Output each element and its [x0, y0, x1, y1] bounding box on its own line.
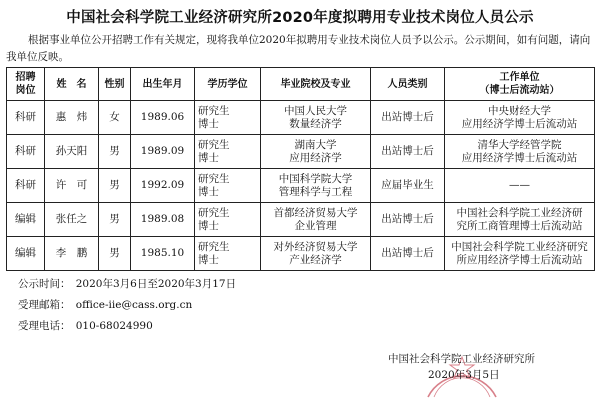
cell-school: [261, 203, 371, 237]
header-unit-text: （博士后流动站）: [479, 85, 560, 96]
cell-post: 编辑: [7, 203, 45, 237]
cell-unit-line: 应用经济学博士后流动站: [461, 117, 578, 130]
header-post-text: 岗位: [15, 85, 36, 96]
header-category: [371, 68, 445, 101]
cell-degree-line: 研究生: [198, 240, 230, 253]
cell-birth: 1985.10: [131, 237, 195, 271]
cell-degree: [195, 237, 261, 271]
cell-degree: [195, 169, 261, 203]
table-row: [7, 169, 595, 203]
table-header-row: [7, 68, 595, 101]
cell-school: [261, 169, 371, 203]
cell-school-line: 首都经济贸易大学: [273, 206, 358, 219]
table-row: [7, 203, 595, 237]
cell-name: 李 鹏: [45, 237, 99, 271]
cell-unit-line: 所应用经济学博士后流动站: [456, 253, 583, 266]
header-birth: [131, 68, 195, 101]
cell-school: [261, 237, 371, 271]
cell-degree-line: 研究生: [198, 138, 230, 151]
header-school: [261, 68, 371, 101]
header-gender: [99, 68, 131, 101]
cell-school: [261, 135, 371, 169]
header-category-text: 人员类别: [387, 78, 428, 90]
cell-school-line: 对外经济贸易大学: [273, 240, 358, 253]
cell-unit-line: ——: [509, 179, 530, 191]
cell-unit-line: 中国社会科学院工业经济研究: [451, 240, 588, 253]
cell-school-line: 企业管理: [294, 219, 337, 232]
header-unit-text: 工作单位: [499, 72, 540, 83]
cell-school-line: 中国科学院大学: [278, 172, 353, 185]
header-unit: [445, 68, 595, 101]
cell-school-line: 管理科学与工程: [278, 185, 353, 198]
cell-school: [261, 101, 371, 135]
cell-degree-line: 博士: [198, 219, 219, 232]
header-post: [7, 68, 45, 101]
cell-birth: 1992.09: [131, 169, 195, 203]
cell-birth: 1989.06: [131, 101, 195, 135]
cell-gender: 男: [99, 169, 131, 203]
cell-gender: 男: [99, 237, 131, 271]
header-name: [45, 68, 99, 101]
cell-name: 惠 炜: [45, 101, 99, 135]
header-gender-text: 性别: [104, 78, 125, 90]
header-name-text: 姓 名: [56, 78, 87, 90]
header-degree-text: 学历学位: [207, 78, 248, 90]
cell-unit: [445, 169, 595, 203]
cell-gender: 男: [99, 135, 131, 169]
header-post-text: 招聘: [15, 72, 36, 83]
cell-unit: [445, 101, 595, 135]
table-row: [7, 237, 595, 271]
signature-date: 2020年3月5日: [428, 369, 500, 381]
cell-school-line: 产业经济学: [289, 253, 342, 266]
cell-school-line: 应用经济学: [289, 151, 342, 164]
cell-school-line: 数量经济学: [289, 117, 342, 130]
cell-post: 科研: [7, 101, 45, 135]
cell-category: 应届毕业生: [371, 169, 445, 203]
contact-email: 受理邮箱： office-iie@cass.org.cn: [18, 299, 193, 311]
cell-degree-line: 研究生: [198, 206, 230, 219]
cell-degree: [195, 101, 261, 135]
header-school-text: 毕业院校及专业: [280, 78, 351, 90]
header-degree: [195, 68, 261, 101]
cell-name: 孙天阳: [45, 135, 99, 169]
cell-post: 编辑: [7, 237, 45, 271]
cell-post: 科研: [7, 135, 45, 169]
table-row: [7, 135, 595, 169]
contact-phone: 受理电话： 010-68024990: [18, 320, 153, 332]
cell-unit: [445, 135, 595, 169]
cell-degree-line: 博士: [198, 117, 219, 130]
cell-degree-line: 博士: [198, 185, 219, 198]
cell-unit: [445, 203, 595, 237]
header-birth-text: 出生年月: [142, 78, 183, 90]
cell-category: 出站博士后: [371, 101, 445, 135]
cell-degree: [195, 135, 261, 169]
table-row: [7, 101, 595, 135]
cell-gender: 女: [99, 101, 131, 135]
cell-school-line: 中国人民大学: [284, 104, 347, 117]
cell-post: 科研: [7, 169, 45, 203]
cell-birth: 1989.09: [131, 135, 195, 169]
cell-category: 出站博士后: [371, 237, 445, 271]
signature-organization: 中国社会科学院工业经济研究所: [388, 353, 535, 365]
cell-unit-line: 应用经济学博士后流动站: [461, 151, 578, 164]
cell-degree-line: 博士: [198, 253, 219, 266]
cell-name: 许 可: [45, 169, 99, 203]
cell-unit-line: 究所工商管理博士后流动站: [456, 219, 583, 232]
publicity-period: 公示时间： 2020年3月6日至2020年3月17日: [18, 278, 237, 290]
cell-birth: 1989.08: [131, 203, 195, 237]
cell-gender: 男: [99, 203, 131, 237]
cell-unit-line: 清华大学经管学院: [477, 138, 562, 151]
cell-degree-line: 博士: [198, 151, 219, 164]
cell-name: 张任之: [45, 203, 99, 237]
intro-paragraph: 根据事业单位公开招聘工作有关规定，现将我单位2020年拟聘用专业技术岗位人员予以公示。公示期间，如有问题，请向我单位反映。: [6, 34, 591, 63]
cell-school-line: 湖南大学: [294, 138, 337, 151]
cell-category: 出站博士后: [371, 203, 445, 237]
cell-degree: [195, 203, 261, 237]
candidate-table: [6, 67, 595, 271]
cell-unit-line: 中国社会科学院工业经济研: [456, 206, 583, 219]
table-body: [7, 101, 595, 271]
cell-unit: [445, 237, 595, 271]
cell-category: 出站博士后: [371, 135, 445, 169]
page-title: 中国社会科学院工业经济研究所2020年度拟聘用专业技术岗位人员公示: [66, 10, 534, 26]
cell-unit-line: 中央财经大学: [488, 104, 551, 117]
cell-degree-line: 研究生: [198, 172, 230, 185]
cell-degree-line: 研究生: [198, 104, 230, 117]
